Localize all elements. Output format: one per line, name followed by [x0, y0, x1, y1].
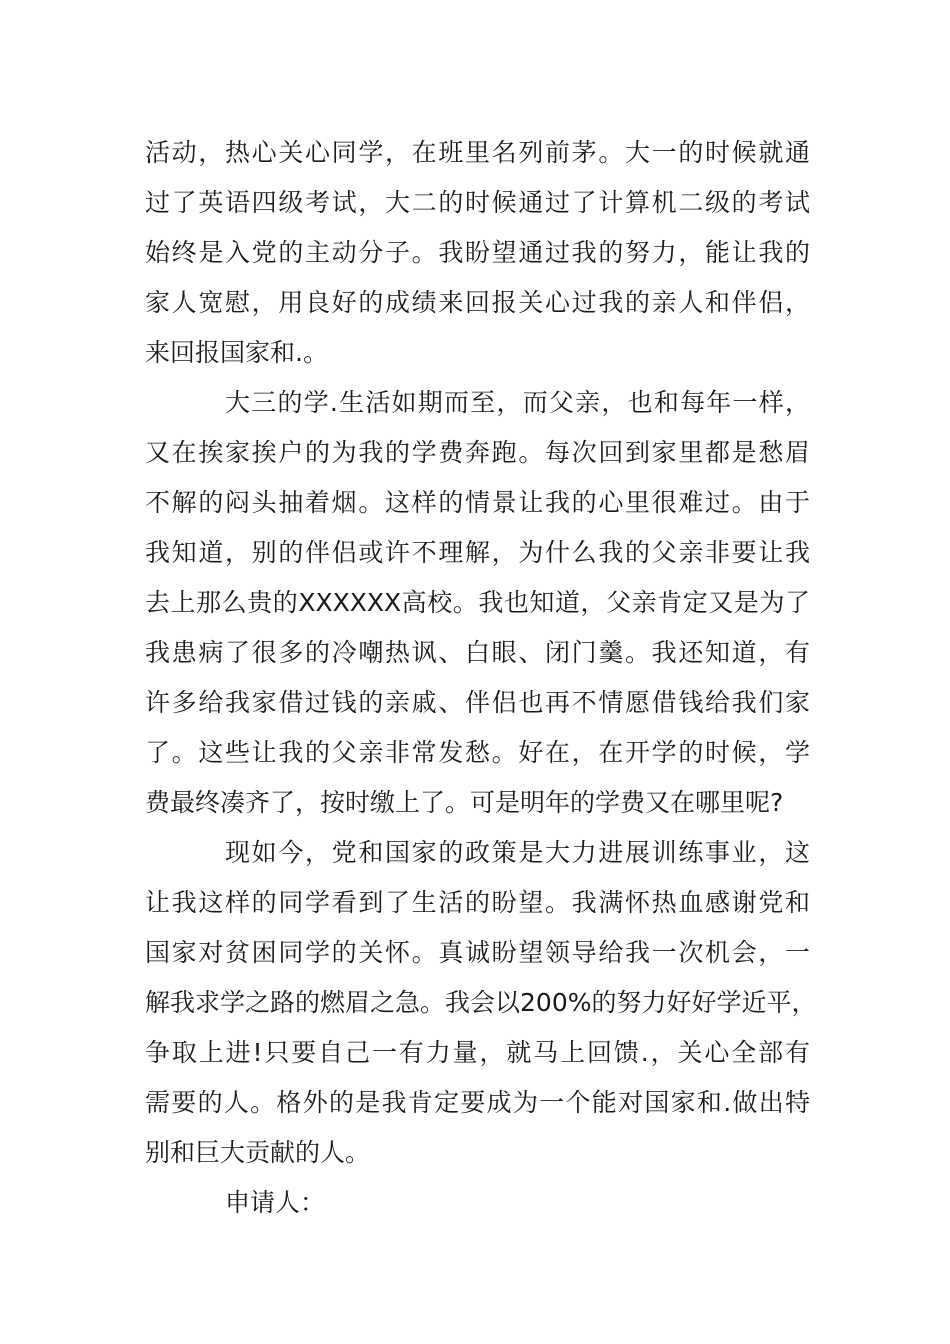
paragraph-2-line-7: 许多给我家借过钱的亲戚、伴侣也再不情愿借钱给我们家: [145, 688, 810, 717]
paragraph-3-line-7: 别和巨大贡献的人。: [145, 1138, 371, 1167]
paragraph-3-line-2: 让我这样的同学看到了生活的盼望。我满怀热血感谢党和: [145, 888, 810, 917]
paragraph-3-line-3: 国家对贫困同学的关怀。真诚盼望领导给我一次机会，一: [145, 938, 810, 967]
paragraph-1-line-1: 活动，热心关心同学，在班里名列前茅。大一的时候就通: [145, 138, 810, 167]
paragraph-3-line-5: 争取上进!只要自己一有力量，就马上回馈.，关心全部有: [145, 1038, 810, 1067]
paragraph-1-line-4: 家人宽慰，用良好的成绩来回报关心过我的亲人和伴侣，: [145, 288, 810, 317]
paragraph-2-line-3: 不解的闷头抽着烟。这样的情景让我的心里很难过。由于: [145, 488, 810, 517]
paragraph-2-line-6: 我患病了很多的冷嘲热讽、白眼、闭门羹。我还知道，有: [145, 638, 810, 667]
paragraph-3-line-1: 现如今，党和国家的政策是大力进展训练事业，这: [225, 838, 810, 867]
paragraph-1-line-5: 来回报国家和.。: [145, 338, 328, 367]
paragraph-1-line-3: 始终是入党的主动分子。我盼望通过我的努力，能让我的: [145, 238, 810, 267]
paragraph-2-line-1: 大三的学.生活如期而至，而父亲，也和每年一样，: [225, 388, 810, 417]
paragraph-2-line-9: 费最终凑齐了，按时缴上了。可是明年的学费又在哪里呢?: [145, 788, 784, 817]
signature-label: 申请人：: [225, 1188, 326, 1217]
paragraph-1-line-2: 过了英语四级考试，大二的时候通过了计算机二级的考试: [145, 188, 810, 217]
paragraph-3-line-6: 需要的人。格外的是我肯定要成为一个能对国家和.做出特: [145, 1088, 810, 1117]
paragraph-3-line-4: 解我求学之路的燃眉之急。我会以200%的努力好好学近平，: [145, 988, 817, 1017]
paragraph-2-line-8: 了。这些让我的父亲非常发愁。好在，在开学的时候，学: [145, 738, 810, 767]
paragraph-2-line-2: 又在挨家挨户的为我的学费奔跑。每次回到家里都是愁眉: [145, 438, 810, 467]
paragraph-2-line-4: 我知道，别的伴侣或许不理解，为什么我的父亲非要让我: [145, 538, 810, 567]
paragraph-2-line-5: 去上那么贵的XXXXXX高校。我也知道，父亲肯定又是为了: [145, 588, 810, 617]
